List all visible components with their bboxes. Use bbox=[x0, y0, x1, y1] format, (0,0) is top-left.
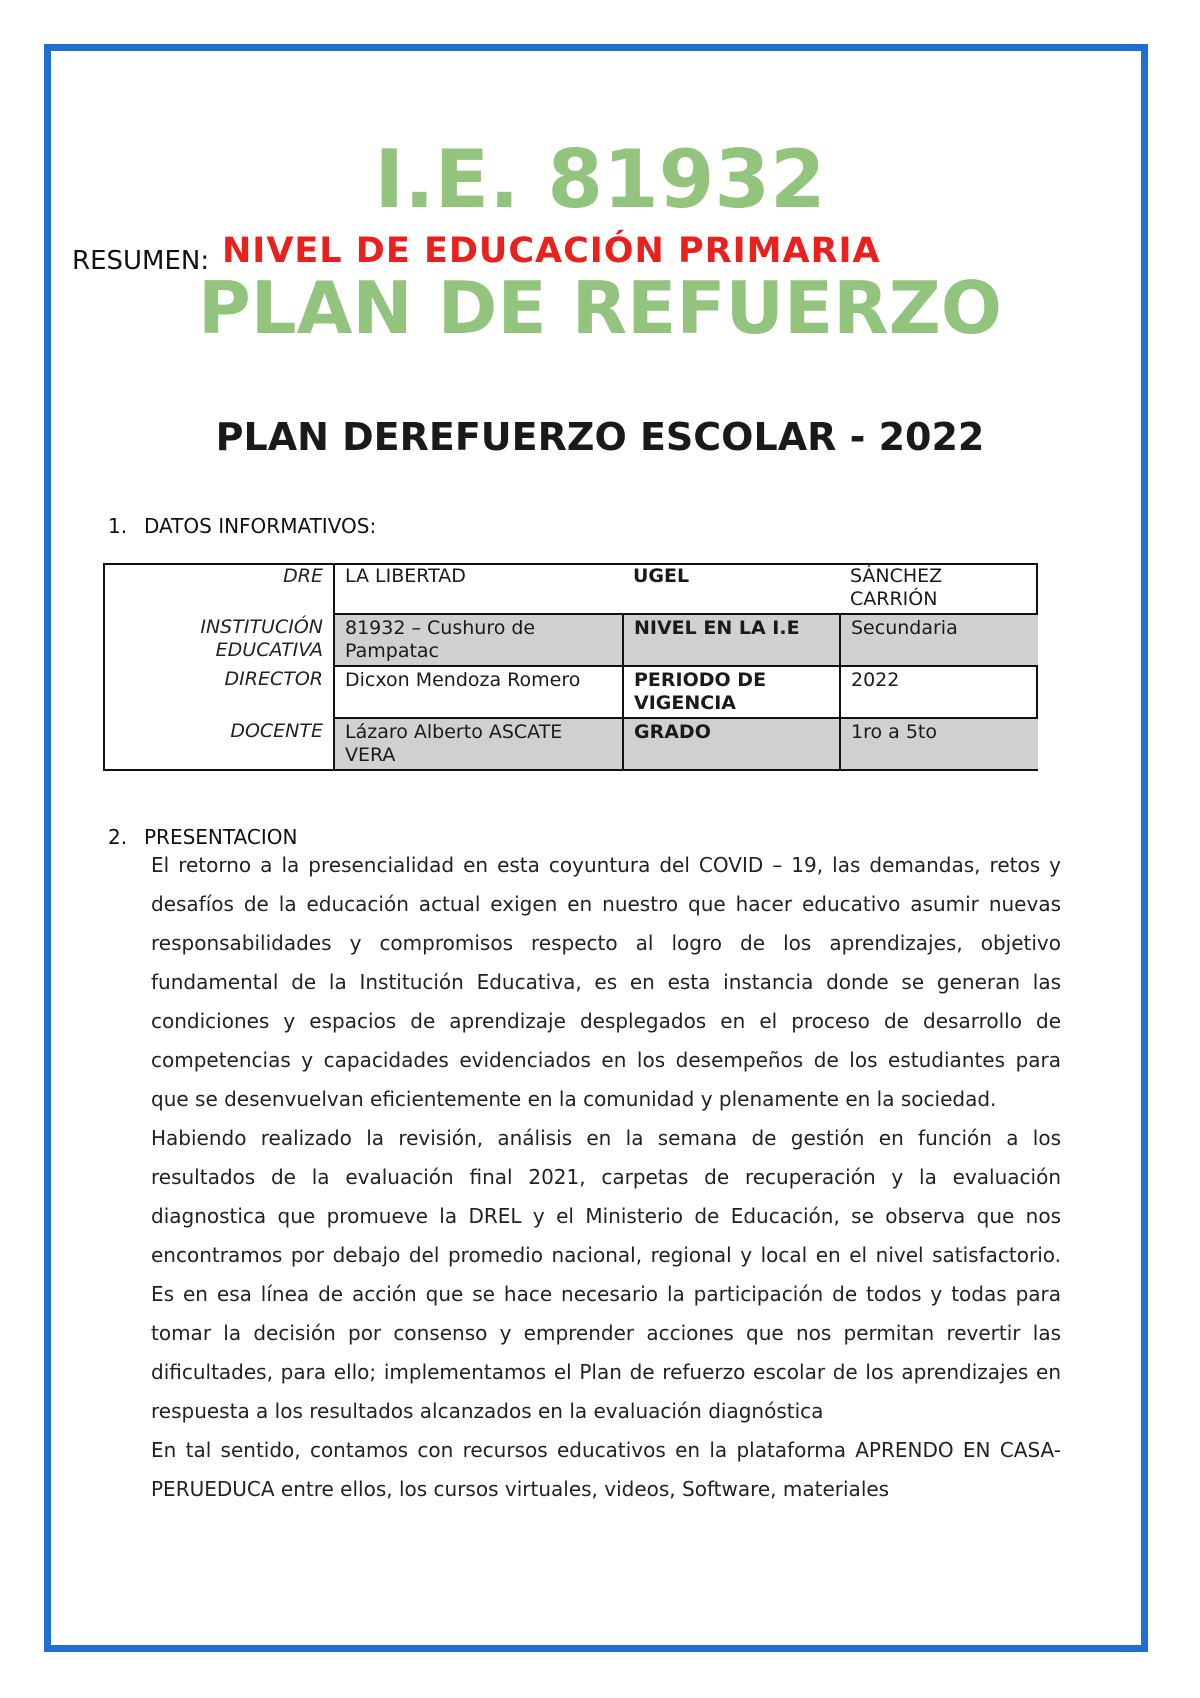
row-value-2: SÁNCHEZ CARRIÓN bbox=[850, 565, 943, 610]
row-value: Lázaro Alberto ASCATE VERA bbox=[334, 718, 623, 769]
row-key: GRADO bbox=[623, 718, 840, 769]
row-key: NIVEL EN LA I.E bbox=[623, 614, 840, 666]
section-1-number: 1. bbox=[108, 514, 128, 538]
education-level: NIVEL DE EDUCACIÓN PRIMARIA bbox=[222, 231, 881, 271]
section-1-title: DATOS INFORMATIVOS: bbox=[144, 514, 377, 538]
section-2-number: 2. bbox=[108, 825, 128, 849]
row-value-2: Secundaria bbox=[840, 614, 1038, 666]
row-label: DRE bbox=[283, 565, 323, 587]
section-2-heading bbox=[108, 827, 297, 847]
row-key: PERIODO DE VIGENCIA bbox=[623, 666, 840, 718]
info-table bbox=[103, 563, 1038, 769]
plan-title: PLAN DE REFUERZO bbox=[197, 266, 1003, 350]
paragraph: Habiendo realizado la revisión, análisis en la semana de gestión en función a los resultados de la evaluación final 2021, carpetas de recuperación y la evaluación diagnostica que promueve la DREL y el Ministerio de Educación, se observa que nos encontramos por debajo del promedio nacional, regional y local en el nivel satisfactorio. Es en esa línea de acción que se hace necesario la participación de todos y todas para tomar la decisión por consenso y emprender acciones que nos permitan revertir las dificultades, para ello; implementamos el Plan de refuerzo escolar de los aprendizajes en respuesta a los resultados alcanzados en la evaluación diagnóstica bbox=[151, 1126, 1061, 1423]
section-2-title: PRESENTACION bbox=[144, 825, 298, 849]
document-title: PLAN DEREFUERZO ESCOLAR - 2022 bbox=[215, 415, 985, 459]
row-value: 81932 – Cushuro de Pampatac bbox=[334, 614, 623, 666]
resumen-label: RESUMEN: bbox=[72, 246, 210, 276]
table-row bbox=[103, 614, 1038, 666]
school-title: I.E. 81932 bbox=[374, 133, 826, 226]
row-label: DOCENTE bbox=[230, 720, 323, 742]
row-label: DIRECTOR bbox=[224, 668, 323, 690]
table-row bbox=[103, 718, 1038, 769]
row-value-2: 2022 bbox=[840, 666, 1038, 718]
presentation-body bbox=[151, 846, 1061, 1509]
row-value: LA LIBERTAD bbox=[334, 563, 623, 614]
row-key: UGEL bbox=[633, 565, 690, 587]
paragraph: En tal sentido, contamos con recursos educativos en la plataforma APRENDO EN CASA-PERUEDUCA entre ellos, los cursos virtuales, videos, Software, materiales bbox=[151, 1438, 1061, 1501]
row-value-2: 1ro a 5to bbox=[840, 718, 1038, 769]
row-value: Dicxon Mendoza Romero bbox=[334, 666, 623, 718]
table-row bbox=[103, 666, 1038, 718]
table-row bbox=[103, 563, 1038, 614]
section-1-heading bbox=[108, 516, 376, 536]
row-label: INSTITUCIÓN EDUCATIVA bbox=[200, 616, 323, 661]
paragraph: El retorno a la presencialidad en esta coyuntura del COVID – 19, las demandas, retos y desafíos de la educación actual exigen en nuestro que hacer educativo asumir nuevas responsabilidades y compromisos respecto al logro de los aprendizajes, objetivo fundamental de la Institución Educativa, es en esta instancia donde se generan las condiciones y espacios de aprendizaje desplegados en el proceso de desarrollo de competencias y capacidades evidenciados en los desempeños de los estudiantes para que se desenvuelvan eficientemente en la comunidad y plenamente en la sociedad. bbox=[151, 853, 1061, 1111]
